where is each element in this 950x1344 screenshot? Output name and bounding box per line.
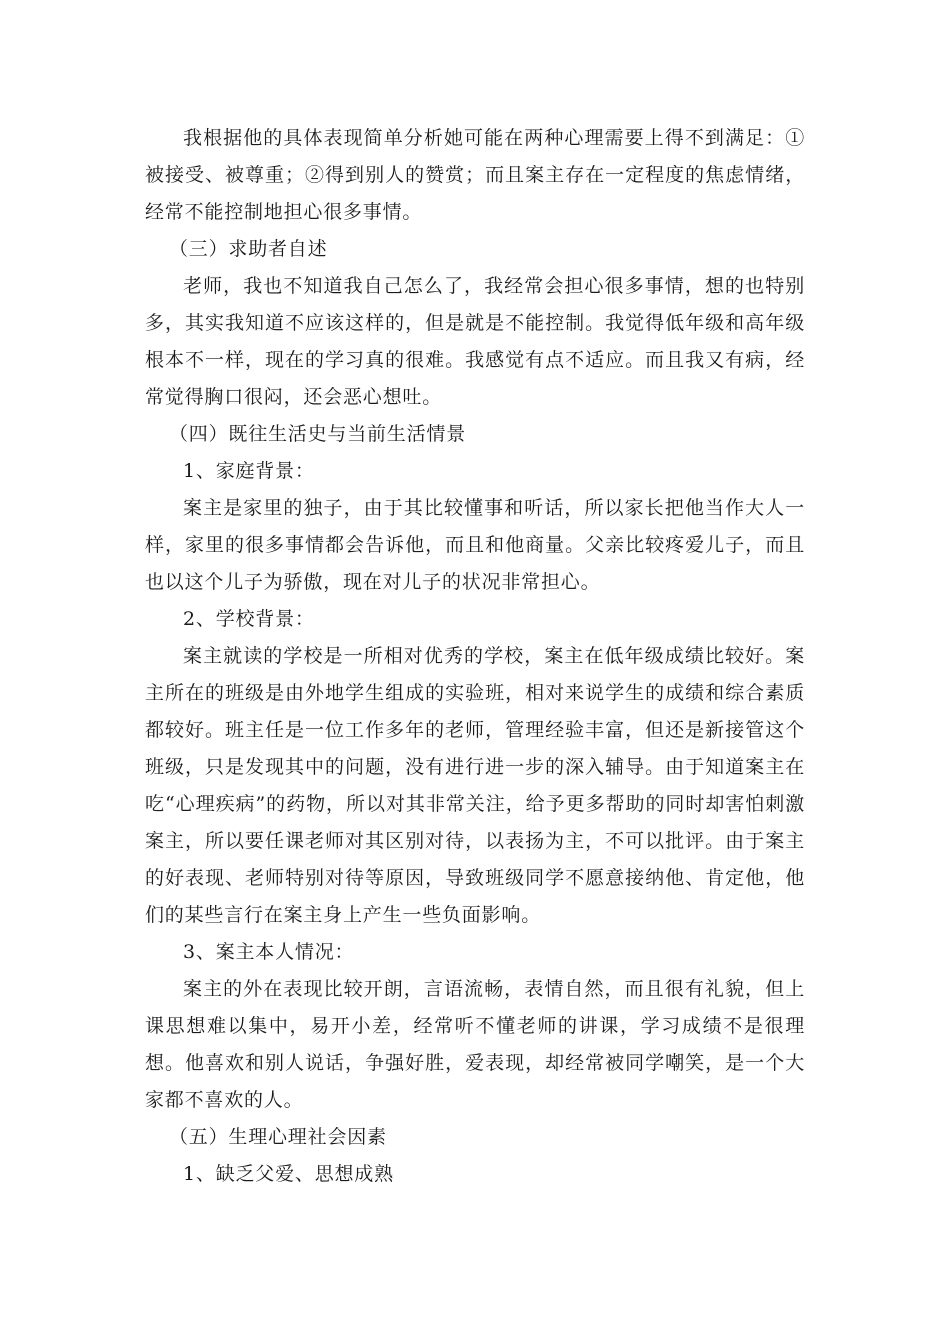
- paragraph-needs-analysis: 我根据他的具体表现简单分析她可能在两种心理需要上得不到满足：①被接受、被尊重；②得到别人的赞赏；而且案主存在一定程度的焦虑情绪，经常不能控制地担心很多事情。: [145, 127, 805, 223]
- document-body: [145, 120, 805, 1193]
- subheading-family-background: 1、家庭背景：: [183, 460, 315, 482]
- paragraph-school-background: 案主就读的学校是一所相对优秀的学校，案主在低年级成绩比较好。案主所在的班级是由外地学生组成的实验班，相对来说学生的成绩和综合素质都较好。班主任是一位工作多年的老师，管理经验丰富，但还是新接管这个班级，只是发现其中的问题，没有进行进一步的深入辅导。由于知道案主在吃“心理疾病”的药物，所以对其非常关注，给予更多帮助的同时却害怕刺激案主，所以要任课老师对其区别对待，以表扬为主，不可以批评。由于案主的好表现、老师特别对待等原因，导致班级同学不愿意接纳他、肯定他，他们的某些言行在案主身上产生一些负面影响。: [145, 645, 805, 926]
- subheading-lack-of-fatherly-love: 1、缺乏父爱、思想成熟: [183, 1163, 394, 1185]
- section-heading-self-statement: （三）求助者自述: [169, 238, 328, 260]
- section-heading-bio-psycho-social: （五）生理心理社会因素: [169, 1126, 387, 1148]
- paragraph-self-statement: 老师，我也不知道我自己怎么了，我经常会担心很多事情，想的也特别多，其实我知道不应该这样的，但是就是不能控制。我觉得低年级和高年级根本不一样，现在的学习真的很难。我感觉有点不适应。而且我又有病，经常觉得胸口很闷，还会恶心想吐。: [145, 275, 805, 408]
- section-heading-life-history: （四）既往生活史与当前生活情景: [169, 423, 467, 445]
- subheading-personal-situation: 3、案主本人情况：: [183, 941, 355, 963]
- paragraph-family-background: 案主是家里的独子，由于其比较懂事和听话，所以家长把他当作大人一样，家里的很多事情都会告诉他，而且和他商量。父亲比较疼爱儿子，而且也以这个儿子为骄傲，现在对儿子的状况非常担心。: [145, 497, 805, 593]
- subheading-school-background: 2、学校背景：: [183, 608, 315, 630]
- paragraph-personal-situation: 案主的外在表现比较开朗，言语流畅，表情自然，而且很有礼貌，但上课思想难以集中，易开小差，经常听不懂老师的讲课，学习成绩不是很理想。他喜欢和别人说话，争强好胜，爱表现，却经常被同学嘲笑，是一个大家都不喜欢的人。: [145, 978, 805, 1111]
